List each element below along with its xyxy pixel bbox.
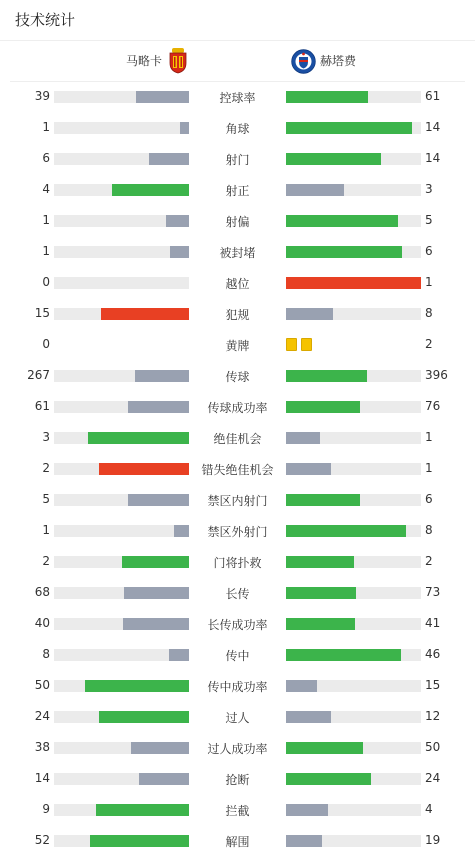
home-stat-value: 267 xyxy=(27,368,50,382)
away-bar-fill xyxy=(286,556,354,568)
home-bar-track xyxy=(54,184,189,196)
page-title: 技术统计 xyxy=(15,11,76,29)
away-bar-track xyxy=(286,680,421,692)
away-bar-fill xyxy=(286,587,356,599)
home-bar-track xyxy=(54,277,189,289)
home-bar-fill xyxy=(166,215,189,227)
home-stat-value: 2 xyxy=(42,461,50,475)
home-stat-value: 1 xyxy=(42,244,50,258)
away-bar-fill xyxy=(286,277,421,289)
stat-label: 长传成功率 xyxy=(207,618,268,632)
stat-label: 拦截 xyxy=(225,804,250,818)
stat-label: 犯规 xyxy=(225,308,250,322)
home-bar-fill xyxy=(99,463,189,475)
away-bar-track xyxy=(286,618,421,630)
away-bar-track xyxy=(286,401,421,413)
stat-row xyxy=(0,174,475,205)
stat-label: 传球成功率 xyxy=(207,401,268,415)
away-bar-fill xyxy=(286,835,322,847)
home-bar-fill xyxy=(169,649,189,661)
home-stat-value: 8 xyxy=(42,647,50,661)
away-bar-fill xyxy=(286,773,371,785)
home-bar-fill xyxy=(139,773,189,785)
stat-label: 黄牌 xyxy=(225,339,250,353)
stat-label: 绝佳机会 xyxy=(213,432,262,446)
home-stat-value: 14 xyxy=(34,771,50,785)
away-stat-value: 14 xyxy=(425,120,441,134)
home-bar-fill xyxy=(85,680,189,692)
away-bar-fill xyxy=(286,804,328,816)
away-stat-value: 2 xyxy=(425,337,433,351)
home-bar-fill xyxy=(88,432,189,444)
home-stat-value: 9 xyxy=(42,802,50,816)
home-bar-track xyxy=(54,742,189,754)
home-bar-fill xyxy=(124,587,189,599)
home-stat-value: 52 xyxy=(34,833,50,847)
stat-row xyxy=(0,515,475,546)
home-bar-track xyxy=(54,370,189,382)
stat-row xyxy=(0,639,475,670)
home-bar-fill xyxy=(96,804,189,816)
away-stat-value: 6 xyxy=(425,244,433,258)
home-bar-fill xyxy=(128,494,189,506)
away-stat-value: 5 xyxy=(425,213,433,227)
away-stat-value: 41 xyxy=(425,616,441,630)
stat-row xyxy=(0,236,475,267)
home-bar-track xyxy=(54,246,189,258)
home-stat-value: 1 xyxy=(42,213,50,227)
away-bar-track xyxy=(286,649,421,661)
home-bar-track xyxy=(54,618,189,630)
stat-label: 门将扑救 xyxy=(213,556,262,570)
home-bar-track xyxy=(54,122,189,134)
away-bar-fill xyxy=(286,432,320,444)
home-stat-value: 50 xyxy=(34,678,50,692)
home-bar-track xyxy=(54,804,189,816)
home-bar-fill xyxy=(122,556,190,568)
away-bar-fill xyxy=(286,153,381,165)
home-bar-track xyxy=(54,401,189,413)
stat-label: 错失绝佳机会 xyxy=(201,463,274,477)
home-bar-fill xyxy=(149,153,190,165)
stat-row xyxy=(0,360,475,391)
home-stat-value: 15 xyxy=(34,306,50,320)
stat-label: 角球 xyxy=(225,122,250,136)
home-bar-fill xyxy=(101,308,189,320)
home-stat-value: 38 xyxy=(34,740,50,754)
away-bar-track xyxy=(286,215,421,227)
home-stat-value: 39 xyxy=(34,89,50,103)
stat-label: 传中 xyxy=(225,649,250,663)
away-stat-value: 24 xyxy=(425,771,441,785)
stat-label: 被封堵 xyxy=(219,246,256,260)
away-stat-value: 61 xyxy=(425,89,441,103)
stat-row xyxy=(0,298,475,329)
home-bar-track xyxy=(54,215,189,227)
home-bar-track xyxy=(54,711,189,723)
stat-row xyxy=(0,112,475,143)
away-team-crest-icon[interactable] xyxy=(291,49,316,74)
home-stat-value: 3 xyxy=(42,430,50,444)
yellow-card-icon xyxy=(301,338,312,351)
stat-row xyxy=(0,546,475,577)
away-bar-fill xyxy=(286,401,360,413)
away-bar-fill xyxy=(286,308,333,320)
home-bar-fill xyxy=(99,711,189,723)
home-bar-track xyxy=(54,680,189,692)
away-stat-value: 12 xyxy=(425,709,441,723)
stat-label: 传中成功率 xyxy=(207,680,268,694)
home-bar-track xyxy=(54,556,189,568)
home-stat-value: 68 xyxy=(34,585,50,599)
away-stat-value: 8 xyxy=(425,523,433,537)
stat-label: 过人 xyxy=(225,711,250,725)
away-bar-fill xyxy=(286,494,360,506)
away-stat-value: 4 xyxy=(425,802,433,816)
away-bar-track xyxy=(286,773,421,785)
home-bar-track xyxy=(54,153,189,165)
away-bar-track xyxy=(286,277,421,289)
away-stat-value: 14 xyxy=(425,151,441,165)
home-bar-fill xyxy=(112,184,189,196)
away-stat-value: 1 xyxy=(425,430,433,444)
stat-row xyxy=(0,267,475,298)
home-stat-value: 6 xyxy=(42,151,50,165)
away-stat-value: 6 xyxy=(425,492,433,506)
stat-row xyxy=(0,825,475,856)
stat-label: 长传 xyxy=(225,587,250,601)
away-bar-track xyxy=(286,835,421,847)
away-bar-track xyxy=(286,370,421,382)
home-bar-fill xyxy=(180,122,189,134)
stat-row xyxy=(0,143,475,174)
stat-label: 传球 xyxy=(225,370,250,384)
away-bar-track xyxy=(286,494,421,506)
home-stat-value: 1 xyxy=(42,120,50,134)
stat-label: 抢断 xyxy=(225,773,250,787)
away-bar-fill xyxy=(286,370,367,382)
away-bar-track xyxy=(286,556,421,568)
away-stat-value: 8 xyxy=(425,306,433,320)
home-bar-track xyxy=(54,835,189,847)
away-bar-fill xyxy=(286,711,331,723)
stat-row xyxy=(0,763,475,794)
home-bar-fill xyxy=(128,401,189,413)
away-bar-track xyxy=(286,122,421,134)
away-bar-fill xyxy=(286,246,402,258)
away-bar-track xyxy=(286,308,421,320)
away-stat-value: 50 xyxy=(425,740,441,754)
stat-row xyxy=(0,670,475,701)
home-bar-track xyxy=(54,525,189,537)
home-stat-value: 2 xyxy=(42,554,50,568)
home-stat-value: 61 xyxy=(34,399,50,413)
home-team-crest-icon[interactable] xyxy=(168,48,188,74)
away-stat-value: 2 xyxy=(425,554,433,568)
stat-row xyxy=(0,422,475,453)
home-bar-fill xyxy=(170,246,189,258)
away-bar-fill xyxy=(286,618,355,630)
away-bar-fill xyxy=(286,463,331,475)
home-bar-track xyxy=(54,308,189,320)
home-bar-fill xyxy=(136,91,189,103)
away-bar-fill xyxy=(286,649,401,661)
away-stat-value: 76 xyxy=(425,399,441,413)
away-bar-track xyxy=(286,525,421,537)
home-bar-track xyxy=(54,463,189,475)
away-bar-track xyxy=(286,711,421,723)
stat-label: 解围 xyxy=(225,835,250,849)
title-divider xyxy=(0,40,475,41)
home-stat-value: 24 xyxy=(34,709,50,723)
away-bar-track xyxy=(286,184,421,196)
stat-label: 越位 xyxy=(225,277,250,291)
away-team-name[interactable]: 赫塔费 xyxy=(320,54,357,68)
away-stat-value: 3 xyxy=(425,182,433,196)
home-bar-track xyxy=(54,91,189,103)
stat-label: 射正 xyxy=(225,184,250,198)
away-bar-fill xyxy=(286,525,406,537)
home-bar-fill xyxy=(90,835,189,847)
away-stat-value: 1 xyxy=(425,275,433,289)
stat-row xyxy=(0,794,475,825)
home-bar-track xyxy=(54,649,189,661)
away-stat-value: 73 xyxy=(425,585,441,599)
away-bar-track xyxy=(286,91,421,103)
stat-row xyxy=(0,453,475,484)
home-stat-value: 0 xyxy=(42,275,50,289)
away-bar-fill xyxy=(286,742,363,754)
away-bar-fill xyxy=(286,184,344,196)
stat-row xyxy=(0,484,475,515)
home-bar-track xyxy=(54,773,189,785)
stat-row xyxy=(0,81,475,112)
away-stat-value: 46 xyxy=(425,647,441,661)
home-bar-fill xyxy=(123,618,189,630)
away-bar-fill xyxy=(286,680,317,692)
home-bar-fill xyxy=(174,525,189,537)
stat-row xyxy=(0,608,475,639)
home-bar-track xyxy=(54,432,189,444)
home-bar-fill xyxy=(131,742,189,754)
stat-label: 禁区内射门 xyxy=(207,494,268,508)
away-bar-track xyxy=(286,246,421,258)
stat-row xyxy=(0,329,475,360)
stat-label: 过人成功率 xyxy=(207,742,268,756)
stat-row xyxy=(0,732,475,763)
home-bar-track xyxy=(54,494,189,506)
home-team-name[interactable]: 马略卡 xyxy=(125,54,162,68)
away-bar-track xyxy=(286,804,421,816)
stat-label: 禁区外射门 xyxy=(207,525,268,539)
home-stat-value: 4 xyxy=(42,182,50,196)
home-stat-value: 1 xyxy=(42,523,50,537)
away-stat-value: 1 xyxy=(425,461,433,475)
away-bar-track xyxy=(286,587,421,599)
stat-label: 控球率 xyxy=(219,91,256,105)
away-bar-track xyxy=(286,463,421,475)
home-stat-value: 40 xyxy=(34,616,50,630)
away-bar-track xyxy=(286,153,421,165)
away-stat-value: 15 xyxy=(425,678,441,692)
home-stat-value: 5 xyxy=(42,492,50,506)
away-bar-fill xyxy=(286,91,368,103)
away-bar-track xyxy=(286,742,421,754)
stat-row xyxy=(0,701,475,732)
stat-label: 射偏 xyxy=(225,215,250,229)
away-bar-track xyxy=(286,432,421,444)
stat-label: 射门 xyxy=(225,153,250,167)
away-bar-fill xyxy=(286,215,398,227)
home-stat-value: 0 xyxy=(42,337,50,351)
yellow-card-icon xyxy=(286,338,297,351)
away-yellow-cards xyxy=(286,338,316,352)
stat-row xyxy=(0,205,475,236)
away-stat-value: 19 xyxy=(425,833,441,847)
away-stat-value: 396 xyxy=(425,368,448,382)
home-bar-fill xyxy=(135,370,189,382)
home-bar-track xyxy=(54,587,189,599)
stat-row xyxy=(0,391,475,422)
teams-header xyxy=(0,46,475,76)
away-bar-fill xyxy=(286,122,412,134)
stat-row xyxy=(0,577,475,608)
